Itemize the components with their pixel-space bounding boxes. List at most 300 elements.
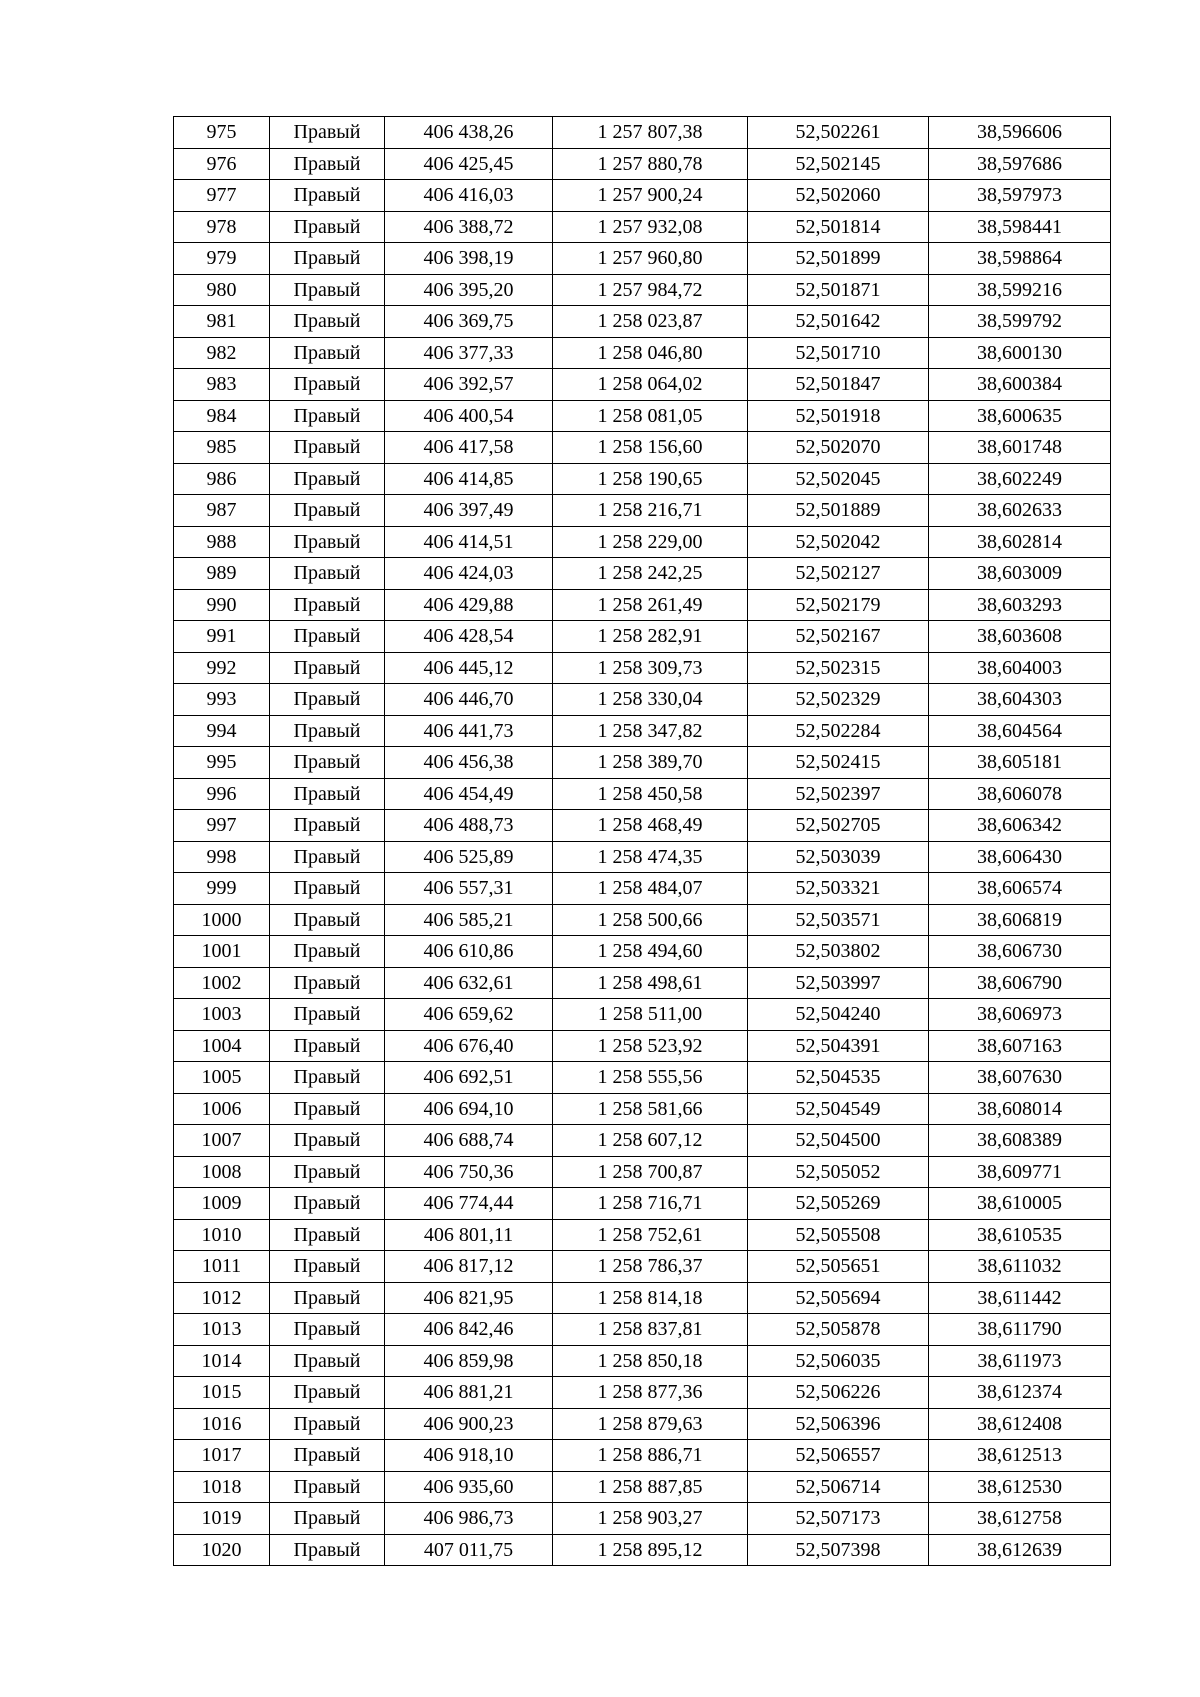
x-coordinate-cell: 406 676,40: [385, 1030, 553, 1062]
longitude-cell: 38,611790: [929, 1314, 1111, 1346]
y-coordinate-cell: 1 258 837,81: [553, 1314, 748, 1346]
bank-side-cell: Правый: [270, 400, 385, 432]
latitude-cell: 52,506035: [748, 1345, 929, 1377]
longitude-cell: 38,605181: [929, 747, 1111, 779]
point-number-cell: 987: [174, 495, 270, 527]
x-coordinate-cell: 406 821,95: [385, 1282, 553, 1314]
point-number-cell: 984: [174, 400, 270, 432]
point-number-cell: 1020: [174, 1534, 270, 1566]
longitude-cell: 38,603608: [929, 621, 1111, 653]
table-row: [174, 873, 1111, 905]
table-row: [174, 1062, 1111, 1094]
point-number-cell: 980: [174, 274, 270, 306]
y-coordinate-cell: 1 258 716,71: [553, 1188, 748, 1220]
bank-side-cell: Правый: [270, 684, 385, 716]
table-row: [174, 1345, 1111, 1377]
bank-side-cell: Правый: [270, 243, 385, 275]
bank-side-cell: Правый: [270, 1282, 385, 1314]
latitude-cell: 52,503571: [748, 904, 929, 936]
y-coordinate-cell: 1 258 330,04: [553, 684, 748, 716]
bank-side-cell: Правый: [270, 1156, 385, 1188]
longitude-cell: 38,602249: [929, 463, 1111, 495]
table-row: [174, 1188, 1111, 1220]
bank-side-cell: Правый: [270, 1471, 385, 1503]
point-number-cell: 1016: [174, 1408, 270, 1440]
x-coordinate-cell: 406 446,70: [385, 684, 553, 716]
y-coordinate-cell: 1 258 046,80: [553, 337, 748, 369]
point-number-cell: 999: [174, 873, 270, 905]
table-row: [174, 211, 1111, 243]
longitude-cell: 38,611442: [929, 1282, 1111, 1314]
y-coordinate-cell: 1 258 389,70: [553, 747, 748, 779]
bank-side-cell: Правый: [270, 1345, 385, 1377]
table-row: [174, 526, 1111, 558]
table-row: [174, 400, 1111, 432]
x-coordinate-cell: 406 388,72: [385, 211, 553, 243]
bank-side-cell: Правый: [270, 148, 385, 180]
x-coordinate-cell: 406 801,11: [385, 1219, 553, 1251]
longitude-cell: 38,599792: [929, 306, 1111, 338]
bank-side-cell: Правый: [270, 495, 385, 527]
x-coordinate-cell: 406 842,46: [385, 1314, 553, 1346]
bank-side-cell: Правый: [270, 589, 385, 621]
bank-side-cell: Правый: [270, 621, 385, 653]
bank-side-cell: Правый: [270, 715, 385, 747]
x-coordinate-cell: 406 694,10: [385, 1093, 553, 1125]
longitude-cell: 38,607630: [929, 1062, 1111, 1094]
x-coordinate-cell: 406 425,45: [385, 148, 553, 180]
table-row: [174, 180, 1111, 212]
y-coordinate-cell: 1 258 500,66: [553, 904, 748, 936]
longitude-cell: 38,607163: [929, 1030, 1111, 1062]
y-coordinate-cell: 1 258 468,49: [553, 810, 748, 842]
x-coordinate-cell: 406 369,75: [385, 306, 553, 338]
longitude-cell: 38,608389: [929, 1125, 1111, 1157]
x-coordinate-cell: 406 456,38: [385, 747, 553, 779]
x-coordinate-cell: 406 935,60: [385, 1471, 553, 1503]
latitude-cell: 52,502045: [748, 463, 929, 495]
longitude-cell: 38,612374: [929, 1377, 1111, 1409]
table-row: [174, 1440, 1111, 1472]
table-row: [174, 810, 1111, 842]
latitude-cell: 52,502042: [748, 526, 929, 558]
x-coordinate-cell: 406 918,10: [385, 1440, 553, 1472]
longitude-cell: 38,612513: [929, 1440, 1111, 1472]
y-coordinate-cell: 1 258 484,07: [553, 873, 748, 905]
table-row: [174, 1282, 1111, 1314]
bank-side-cell: Правый: [270, 274, 385, 306]
longitude-cell: 38,599216: [929, 274, 1111, 306]
x-coordinate-cell: 406 817,12: [385, 1251, 553, 1283]
bank-side-cell: Правый: [270, 1062, 385, 1094]
x-coordinate-cell: 406 392,57: [385, 369, 553, 401]
longitude-cell: 38,606973: [929, 999, 1111, 1031]
bank-side-cell: Правый: [270, 1093, 385, 1125]
latitude-cell: 52,505052: [748, 1156, 929, 1188]
y-coordinate-cell: 1 258 887,85: [553, 1471, 748, 1503]
y-coordinate-cell: 1 258 190,65: [553, 463, 748, 495]
table-row: [174, 1503, 1111, 1535]
table-row: [174, 999, 1111, 1031]
bank-side-cell: Правый: [270, 337, 385, 369]
x-coordinate-cell: 406 414,51: [385, 526, 553, 558]
y-coordinate-cell: 1 258 494,60: [553, 936, 748, 968]
table-row: [174, 1156, 1111, 1188]
bank-side-cell: Правый: [270, 904, 385, 936]
latitude-cell: 52,505651: [748, 1251, 929, 1283]
bank-side-cell: Правый: [270, 936, 385, 968]
point-number-cell: 1000: [174, 904, 270, 936]
x-coordinate-cell: 406 692,51: [385, 1062, 553, 1094]
point-number-cell: 981: [174, 306, 270, 338]
x-coordinate-cell: 406 750,36: [385, 1156, 553, 1188]
latitude-cell: 52,504535: [748, 1062, 929, 1094]
bank-side-cell: Правый: [270, 1125, 385, 1157]
table-row: [174, 432, 1111, 464]
x-coordinate-cell: 406 900,23: [385, 1408, 553, 1440]
x-coordinate-cell: 406 445,12: [385, 652, 553, 684]
table-row: [174, 306, 1111, 338]
table-row: [174, 967, 1111, 999]
bank-side-cell: Правый: [270, 1219, 385, 1251]
bank-side-cell: Правый: [270, 463, 385, 495]
bank-side-cell: Правый: [270, 810, 385, 842]
longitude-cell: 38,600384: [929, 369, 1111, 401]
x-coordinate-cell: 406 441,73: [385, 715, 553, 747]
y-coordinate-cell: 1 258 607,12: [553, 1125, 748, 1157]
y-coordinate-cell: 1 258 023,87: [553, 306, 748, 338]
y-coordinate-cell: 1 257 807,38: [553, 117, 748, 149]
x-coordinate-cell: 406 859,98: [385, 1345, 553, 1377]
bank-side-cell: Правый: [270, 1251, 385, 1283]
longitude-cell: 38,606790: [929, 967, 1111, 999]
y-coordinate-cell: 1 258 242,25: [553, 558, 748, 590]
y-coordinate-cell: 1 258 081,05: [553, 400, 748, 432]
table-row: [174, 1251, 1111, 1283]
y-coordinate-cell: 1 258 498,61: [553, 967, 748, 999]
table-row: [174, 778, 1111, 810]
bank-side-cell: Правый: [270, 526, 385, 558]
point-number-cell: 1017: [174, 1440, 270, 1472]
latitude-cell: 52,501847: [748, 369, 929, 401]
bank-side-cell: Правый: [270, 117, 385, 149]
bank-side-cell: Правый: [270, 652, 385, 684]
point-number-cell: 978: [174, 211, 270, 243]
point-number-cell: 1003: [174, 999, 270, 1031]
latitude-cell: 52,502284: [748, 715, 929, 747]
table-row: [174, 463, 1111, 495]
x-coordinate-cell: 406 585,21: [385, 904, 553, 936]
bank-side-cell: Правый: [270, 967, 385, 999]
latitude-cell: 52,501889: [748, 495, 929, 527]
table-row: [174, 1125, 1111, 1157]
x-coordinate-cell: 406 438,26: [385, 117, 553, 149]
bank-side-cell: Правый: [270, 747, 385, 779]
y-coordinate-cell: 1 258 282,91: [553, 621, 748, 653]
latitude-cell: 52,502070: [748, 432, 929, 464]
longitude-cell: 38,612639: [929, 1534, 1111, 1566]
latitude-cell: 52,505694: [748, 1282, 929, 1314]
latitude-cell: 52,502261: [748, 117, 929, 149]
point-number-cell: 997: [174, 810, 270, 842]
y-coordinate-cell: 1 258 474,35: [553, 841, 748, 873]
x-coordinate-cell: 406 632,61: [385, 967, 553, 999]
y-coordinate-cell: 1 258 786,37: [553, 1251, 748, 1283]
table-row: [174, 904, 1111, 936]
x-coordinate-cell: 406 688,74: [385, 1125, 553, 1157]
bank-side-cell: Правый: [270, 873, 385, 905]
x-coordinate-cell: 406 881,21: [385, 1377, 553, 1409]
latitude-cell: 52,505508: [748, 1219, 929, 1251]
longitude-cell: 38,609771: [929, 1156, 1111, 1188]
longitude-cell: 38,604564: [929, 715, 1111, 747]
y-coordinate-cell: 1 258 450,58: [553, 778, 748, 810]
x-coordinate-cell: 406 774,44: [385, 1188, 553, 1220]
table-row: [174, 747, 1111, 779]
longitude-cell: 38,596606: [929, 117, 1111, 149]
point-number-cell: 1013: [174, 1314, 270, 1346]
point-number-cell: 1011: [174, 1251, 270, 1283]
table-row: [174, 117, 1111, 149]
longitude-cell: 38,606342: [929, 810, 1111, 842]
latitude-cell: 52,501871: [748, 274, 929, 306]
longitude-cell: 38,601748: [929, 432, 1111, 464]
coordinates-table-body: [174, 117, 1111, 1566]
bank-side-cell: Правый: [270, 180, 385, 212]
table-row: [174, 1377, 1111, 1409]
y-coordinate-cell: 1 258 752,61: [553, 1219, 748, 1251]
x-coordinate-cell: 406 416,03: [385, 180, 553, 212]
x-coordinate-cell: 406 429,88: [385, 589, 553, 621]
y-coordinate-cell: 1 258 814,18: [553, 1282, 748, 1314]
point-number-cell: 985: [174, 432, 270, 464]
bank-side-cell: Правый: [270, 369, 385, 401]
latitude-cell: 52,501814: [748, 211, 929, 243]
table-row: [174, 1030, 1111, 1062]
latitude-cell: 52,502415: [748, 747, 929, 779]
longitude-cell: 38,606430: [929, 841, 1111, 873]
point-number-cell: 998: [174, 841, 270, 873]
point-number-cell: 1004: [174, 1030, 270, 1062]
table-row: [174, 369, 1111, 401]
bank-side-cell: Правый: [270, 778, 385, 810]
bank-side-cell: Правый: [270, 432, 385, 464]
table-row: [174, 936, 1111, 968]
point-number-cell: 995: [174, 747, 270, 779]
latitude-cell: 52,503321: [748, 873, 929, 905]
longitude-cell: 38,602814: [929, 526, 1111, 558]
table-row: [174, 274, 1111, 306]
table-row: [174, 337, 1111, 369]
longitude-cell: 38,606078: [929, 778, 1111, 810]
latitude-cell: 52,504549: [748, 1093, 929, 1125]
point-number-cell: 991: [174, 621, 270, 653]
x-coordinate-cell: 406 557,31: [385, 873, 553, 905]
point-number-cell: 1008: [174, 1156, 270, 1188]
latitude-cell: 52,502127: [748, 558, 929, 590]
longitude-cell: 38,604303: [929, 684, 1111, 716]
point-number-cell: 1002: [174, 967, 270, 999]
y-coordinate-cell: 1 258 511,00: [553, 999, 748, 1031]
y-coordinate-cell: 1 258 216,71: [553, 495, 748, 527]
x-coordinate-cell: 406 417,58: [385, 432, 553, 464]
longitude-cell: 38,606819: [929, 904, 1111, 936]
latitude-cell: 52,506396: [748, 1408, 929, 1440]
longitude-cell: 38,600635: [929, 400, 1111, 432]
bank-side-cell: Правый: [270, 1314, 385, 1346]
bank-side-cell: Правый: [270, 211, 385, 243]
x-coordinate-cell: 406 424,03: [385, 558, 553, 590]
x-coordinate-cell: 406 525,89: [385, 841, 553, 873]
x-coordinate-cell: 406 400,54: [385, 400, 553, 432]
longitude-cell: 38,600130: [929, 337, 1111, 369]
x-coordinate-cell: 406 414,85: [385, 463, 553, 495]
latitude-cell: 52,506557: [748, 1440, 929, 1472]
point-number-cell: 992: [174, 652, 270, 684]
longitude-cell: 38,602633: [929, 495, 1111, 527]
longitude-cell: 38,612408: [929, 1408, 1111, 1440]
latitude-cell: 52,506714: [748, 1471, 929, 1503]
latitude-cell: 52,505269: [748, 1188, 929, 1220]
y-coordinate-cell: 1 257 900,24: [553, 180, 748, 212]
x-coordinate-cell: 406 454,49: [385, 778, 553, 810]
longitude-cell: 38,612530: [929, 1471, 1111, 1503]
longitude-cell: 38,597686: [929, 148, 1111, 180]
point-number-cell: 983: [174, 369, 270, 401]
table-row: [174, 558, 1111, 590]
point-number-cell: 1015: [174, 1377, 270, 1409]
point-number-cell: 1001: [174, 936, 270, 968]
y-coordinate-cell: 1 258 850,18: [553, 1345, 748, 1377]
x-coordinate-cell: 406 377,33: [385, 337, 553, 369]
point-number-cell: 1005: [174, 1062, 270, 1094]
y-coordinate-cell: 1 258 229,00: [553, 526, 748, 558]
longitude-cell: 38,598864: [929, 243, 1111, 275]
latitude-cell: 52,501899: [748, 243, 929, 275]
table-row: [174, 621, 1111, 653]
point-number-cell: 994: [174, 715, 270, 747]
latitude-cell: 52,502179: [748, 589, 929, 621]
y-coordinate-cell: 1 258 555,56: [553, 1062, 748, 1094]
y-coordinate-cell: 1 258 879,63: [553, 1408, 748, 1440]
point-number-cell: 989: [174, 558, 270, 590]
latitude-cell: 52,503802: [748, 936, 929, 968]
latitude-cell: 52,503039: [748, 841, 929, 873]
x-coordinate-cell: 406 428,54: [385, 621, 553, 653]
table-row: [174, 589, 1111, 621]
longitude-cell: 38,608014: [929, 1093, 1111, 1125]
x-coordinate-cell: 406 986,73: [385, 1503, 553, 1535]
coordinates-table: [173, 116, 1111, 1566]
point-number-cell: 1019: [174, 1503, 270, 1535]
table-row: [174, 1534, 1111, 1566]
y-coordinate-cell: 1 258 309,73: [553, 652, 748, 684]
y-coordinate-cell: 1 257 932,08: [553, 211, 748, 243]
longitude-cell: 38,610535: [929, 1219, 1111, 1251]
point-number-cell: 1014: [174, 1345, 270, 1377]
bank-side-cell: Правый: [270, 841, 385, 873]
latitude-cell: 52,502167: [748, 621, 929, 653]
latitude-cell: 52,502397: [748, 778, 929, 810]
table-row: [174, 715, 1111, 747]
x-coordinate-cell: 406 397,49: [385, 495, 553, 527]
point-number-cell: 996: [174, 778, 270, 810]
point-number-cell: 993: [174, 684, 270, 716]
y-coordinate-cell: 1 258 700,87: [553, 1156, 748, 1188]
y-coordinate-cell: 1 257 984,72: [553, 274, 748, 306]
x-coordinate-cell: 406 398,19: [385, 243, 553, 275]
x-coordinate-cell: 406 395,20: [385, 274, 553, 306]
longitude-cell: 38,612758: [929, 1503, 1111, 1535]
latitude-cell: 52,502329: [748, 684, 929, 716]
bank-side-cell: Правый: [270, 1377, 385, 1409]
point-number-cell: 979: [174, 243, 270, 275]
latitude-cell: 52,503997: [748, 967, 929, 999]
table-row: [174, 1314, 1111, 1346]
table-row: [174, 1408, 1111, 1440]
point-number-cell: 977: [174, 180, 270, 212]
bank-side-cell: Правый: [270, 1534, 385, 1566]
latitude-cell: 52,504240: [748, 999, 929, 1031]
table-row: [174, 243, 1111, 275]
latitude-cell: 52,507173: [748, 1503, 929, 1535]
y-coordinate-cell: 1 258 064,02: [553, 369, 748, 401]
y-coordinate-cell: 1 258 886,71: [553, 1440, 748, 1472]
y-coordinate-cell: 1 258 581,66: [553, 1093, 748, 1125]
longitude-cell: 38,603009: [929, 558, 1111, 590]
table-row: [174, 652, 1111, 684]
latitude-cell: 52,502060: [748, 180, 929, 212]
bank-side-cell: Правый: [270, 1030, 385, 1062]
point-number-cell: 1010: [174, 1219, 270, 1251]
point-number-cell: 990: [174, 589, 270, 621]
longitude-cell: 38,611032: [929, 1251, 1111, 1283]
longitude-cell: 38,606574: [929, 873, 1111, 905]
longitude-cell: 38,606730: [929, 936, 1111, 968]
latitude-cell: 52,501710: [748, 337, 929, 369]
bank-side-cell: Правый: [270, 1503, 385, 1535]
longitude-cell: 38,611973: [929, 1345, 1111, 1377]
y-coordinate-cell: 1 258 523,92: [553, 1030, 748, 1062]
bank-side-cell: Правый: [270, 999, 385, 1031]
bank-side-cell: Правый: [270, 1188, 385, 1220]
y-coordinate-cell: 1 258 261,49: [553, 589, 748, 621]
table-row: [174, 1219, 1111, 1251]
table-row: [174, 1471, 1111, 1503]
longitude-cell: 38,597973: [929, 180, 1111, 212]
point-number-cell: 1006: [174, 1093, 270, 1125]
point-number-cell: 986: [174, 463, 270, 495]
latitude-cell: 52,501642: [748, 306, 929, 338]
x-coordinate-cell: 406 610,86: [385, 936, 553, 968]
y-coordinate-cell: 1 258 903,27: [553, 1503, 748, 1535]
point-number-cell: 988: [174, 526, 270, 558]
latitude-cell: 52,504391: [748, 1030, 929, 1062]
bank-side-cell: Правый: [270, 558, 385, 590]
latitude-cell: 52,507398: [748, 1534, 929, 1566]
point-number-cell: 1012: [174, 1282, 270, 1314]
point-number-cell: 1009: [174, 1188, 270, 1220]
table-row: [174, 495, 1111, 527]
latitude-cell: 52,505878: [748, 1314, 929, 1346]
point-number-cell: 975: [174, 117, 270, 149]
latitude-cell: 52,501918: [748, 400, 929, 432]
bank-side-cell: Правый: [270, 306, 385, 338]
y-coordinate-cell: 1 258 895,12: [553, 1534, 748, 1566]
latitude-cell: 52,502315: [748, 652, 929, 684]
table-row: [174, 841, 1111, 873]
point-number-cell: 1007: [174, 1125, 270, 1157]
